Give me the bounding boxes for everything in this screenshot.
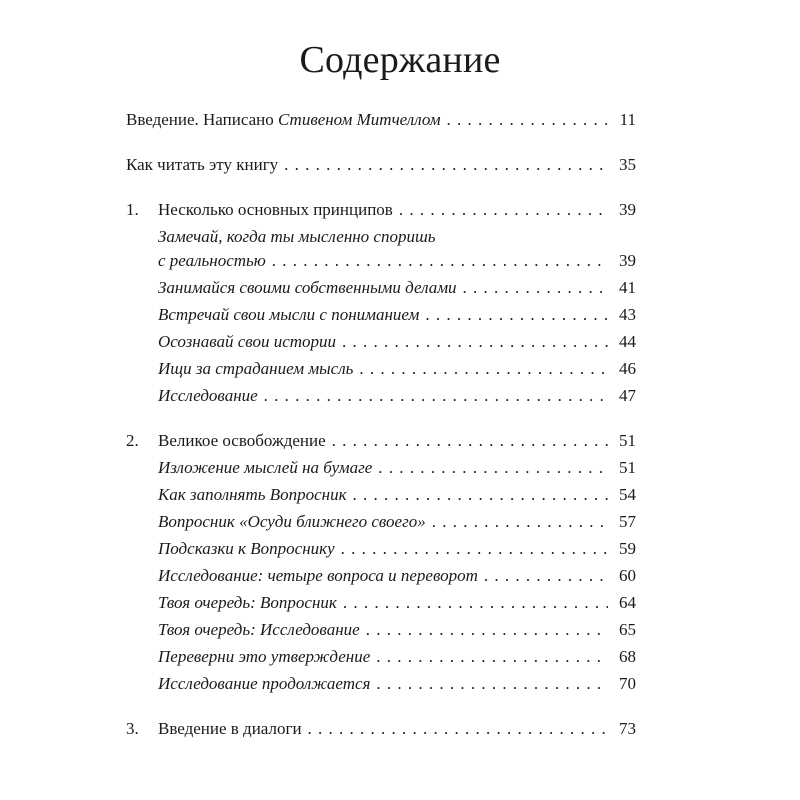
- chapter-number: 1.: [126, 200, 139, 219]
- toc-section-2-8[interactable]: [126, 643, 636, 670]
- toc-entry-title: Введение в диалоги: [158, 719, 302, 738]
- toc-section-1-2[interactable]: [126, 274, 636, 301]
- toc-page-number: 41: [619, 278, 636, 297]
- chapter-number: 3.: [126, 719, 139, 738]
- toc-entry-title: Исследование продолжается: [158, 674, 371, 693]
- toc-entry-intro[interactable]: [126, 106, 636, 133]
- dot-leader: [341, 535, 608, 562]
- dot-leader: [378, 454, 608, 481]
- toc-section-2-4[interactable]: [126, 535, 636, 562]
- toc-page-number: 46: [619, 359, 636, 378]
- dot-leader: [284, 151, 608, 178]
- toc-section-1-4[interactable]: [126, 328, 636, 355]
- toc-chapter-2[interactable]: [126, 427, 636, 454]
- toc-page-number: 59: [619, 539, 636, 558]
- dot-leader: [359, 355, 608, 382]
- toc-entry-title: Замечай, когда ты мысленно споришь: [158, 227, 436, 246]
- toc-page-number: 47: [619, 386, 636, 405]
- toc-page-number: 43: [619, 305, 636, 324]
- toc-section-1-3[interactable]: [126, 301, 636, 328]
- toc-page-number: 54: [619, 485, 636, 504]
- toc-entry-title: Исследование: четыре вопроса и переворот: [158, 566, 478, 585]
- dot-leader: [353, 481, 608, 508]
- toc-section-2-2[interactable]: [126, 481, 636, 508]
- toc-entry-title-continued: с реальностью: [158, 251, 266, 270]
- toc-page-number: 39: [619, 200, 636, 219]
- toc-section-2-1[interactable]: [126, 454, 636, 481]
- dot-leader: [463, 274, 608, 301]
- dot-leader: [447, 106, 608, 133]
- table-of-contents: [126, 106, 636, 742]
- toc-entry-title: Как заполнять Вопросник: [158, 485, 347, 504]
- toc-page-number: 51: [619, 431, 636, 450]
- toc-section-2-5[interactable]: [126, 562, 636, 589]
- toc-entry-title: [126, 106, 441, 133]
- chapter-number: 2.: [126, 431, 139, 450]
- toc-page-number: 73: [619, 719, 636, 738]
- toc-section-1-1[interactable]: [126, 247, 636, 274]
- toc-page-number: 68: [619, 647, 636, 666]
- toc-entry-title: Исследование: [158, 386, 258, 405]
- dot-leader: [332, 427, 608, 454]
- toc-entry-title-prefix: Введение. Написано: [126, 110, 278, 129]
- toc-page-number: 65: [619, 620, 636, 639]
- toc-page-number: 44: [619, 332, 636, 351]
- dot-leader: [264, 382, 608, 409]
- toc-section-1-5[interactable]: [126, 355, 636, 382]
- dot-leader: [366, 616, 608, 643]
- dot-leader: [343, 589, 608, 616]
- toc-entry-title: Ищи за страданием мысль: [158, 359, 354, 378]
- dot-leader: [432, 508, 608, 535]
- dot-leader: [308, 715, 608, 742]
- toc-entry-title: Осознавай свои истории: [158, 332, 337, 351]
- toc-section-1-1-line1[interactable]: [126, 223, 636, 247]
- dot-leader: [484, 562, 608, 589]
- toc-section-2-9[interactable]: [126, 670, 636, 697]
- toc-chapter-3[interactable]: [126, 715, 636, 742]
- toc-page-number: 57: [619, 512, 636, 531]
- toc-entry-title: Великое освобождение: [158, 431, 326, 450]
- toc-page-number: 64: [619, 593, 636, 612]
- toc-entry-title: Вопросник «Осуди ближнего своего»: [158, 512, 426, 531]
- toc-entry-title: Встречай свои мысли с пониманием: [158, 305, 420, 324]
- dot-leader: [399, 196, 608, 223]
- toc-page-number: 60: [619, 566, 636, 585]
- toc-entry-title: Несколько основных принципов: [158, 200, 393, 219]
- dot-leader: [425, 301, 608, 328]
- toc-page-number: 11: [619, 110, 636, 129]
- toc-entry-title: Изложение мыслей на бумаге: [158, 458, 373, 477]
- toc-entry-how-to-read[interactable]: [126, 151, 636, 178]
- dot-leader: [342, 328, 608, 355]
- toc-section-1-6[interactable]: [126, 382, 636, 409]
- toc-page-number: 51: [619, 458, 636, 477]
- toc-entry-title: Твоя очередь: Исследование: [158, 620, 360, 639]
- toc-entry-title: Подсказки к Вопроснику: [158, 539, 335, 558]
- toc-entry-title: Твоя очередь: Вопросник: [158, 593, 337, 612]
- page-title: Содержание: [299, 39, 501, 81]
- toc-page-number: 39: [619, 251, 636, 270]
- dot-leader: [376, 643, 608, 670]
- toc-section-2-6[interactable]: [126, 589, 636, 616]
- toc-section-2-3[interactable]: [126, 508, 636, 535]
- toc-page-number: 35: [619, 155, 636, 174]
- toc-entry-title: Как читать эту книгу: [126, 155, 279, 174]
- toc-page-number: 70: [619, 674, 636, 693]
- toc-entry-title: Переверни это утверждение: [158, 647, 371, 666]
- toc-entry-title: Занимайся своими собственными делами: [158, 278, 457, 297]
- toc-entry-author: Стивеном Митчеллом: [277, 110, 441, 129]
- toc-chapter-1[interactable]: [126, 196, 636, 223]
- dot-leader: [272, 247, 608, 274]
- toc-section-2-7[interactable]: [126, 616, 636, 643]
- dot-leader: [376, 670, 608, 697]
